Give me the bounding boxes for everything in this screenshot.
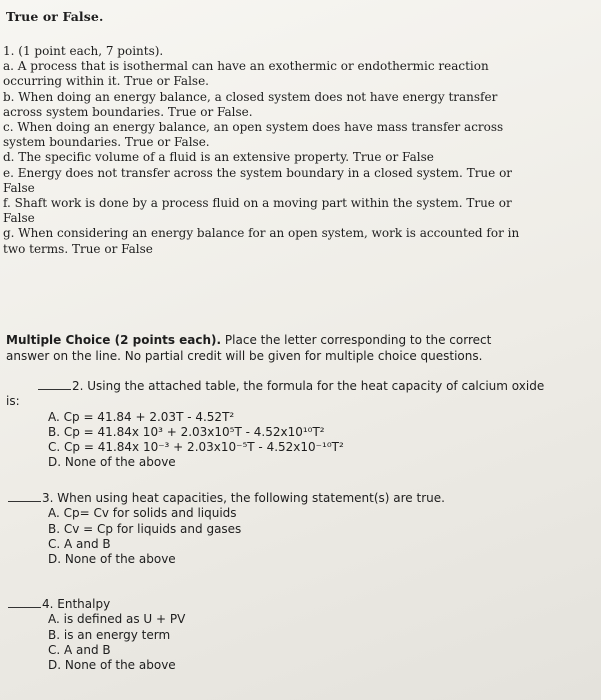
tf-line: e. Energy does not transfer across the system boundary in a closed system. True or: [3, 165, 513, 180]
tf-line: c. When doing an energy balance, an open system does have mass transfer across: [3, 120, 504, 135]
question-4: [0, 597, 600, 673]
option-a: A. Cp = 41.84 + 2.03T - 4.52T²: [48, 409, 235, 424]
tf-line: False: [3, 180, 35, 195]
option-d: D. None of the above: [48, 552, 176, 567]
option-c: C. A and B: [48, 536, 111, 551]
tf-line: False: [3, 211, 35, 226]
answer-blank[interactable]: [38, 379, 71, 390]
question-stem: 3. When using heat capacities, the following statement(s) are true.: [42, 491, 445, 505]
section-title: True or False.: [6, 9, 104, 24]
tf-line: across system boundaries. True or False.: [3, 104, 253, 119]
option-a: A. Cp= Cv for solids and liquids: [48, 506, 237, 521]
question-stem: 4. Enthalpy: [42, 597, 111, 611]
tf-line: d. The specific volume of a fluid is an extensive property. True or False: [3, 150, 434, 165]
tf-line: two terms. True or False: [3, 241, 153, 256]
option-a: A. is defined as U + PV: [48, 612, 186, 627]
answer-blank[interactable]: [8, 491, 41, 502]
mc-heading-bold: Multiple Choice (2 points each).: [6, 333, 222, 347]
answer-blank[interactable]: [8, 597, 41, 608]
tf-line: g. When considering an energy balance for an open system, work is accounted for in: [3, 226, 520, 241]
mc-heading-line2: answer on the line. No partial credit will be given for multiple choice questions.: [6, 348, 483, 363]
tf-line: f. Shaft work is done by a process fluid on a moving part within the system. True or: [3, 196, 512, 211]
question-stem: 2. Using the attached table, the formula for the heat capacity of calcium oxide: [72, 379, 545, 393]
tf-line: 1. (1 point each, 7 points).: [3, 44, 164, 58]
option-d: D. None of the above: [48, 658, 176, 673]
true-false-section: [3, 44, 598, 257]
option-b: B. Cp = 41.84x 10³ + 2.03x10⁵T - 4.52x10¹⁰T²: [48, 424, 325, 439]
question-2: [0, 379, 600, 471]
option-c: C. Cp = 41.84x 10⁻³ + 2.03x10⁻⁵T - 4.52x10⁻¹⁰T²: [48, 440, 344, 455]
question-3: [0, 491, 600, 567]
option-b: B. Cv = Cp for liquids and gases: [48, 521, 242, 536]
tf-line: system boundaries. True or False.: [3, 135, 210, 150]
option-b: B. is an energy term: [48, 627, 171, 642]
tf-line: a. A process that is isothermal can have an exothermic or endothermic reaction: [3, 59, 489, 74]
option-c: C. A and B: [48, 642, 111, 657]
mc-heading-text: Place the letter corresponding to the correct: [221, 333, 492, 347]
question-stem-cont: is:: [6, 394, 20, 409]
tf-line: occurring within it. True or False.: [3, 74, 209, 89]
option-d: D. None of the above: [48, 455, 176, 470]
tf-line: b. When doing an energy balance, a closed system does not have energy transfer: [3, 89, 498, 104]
multiple-choice-heading: [6, 333, 596, 364]
